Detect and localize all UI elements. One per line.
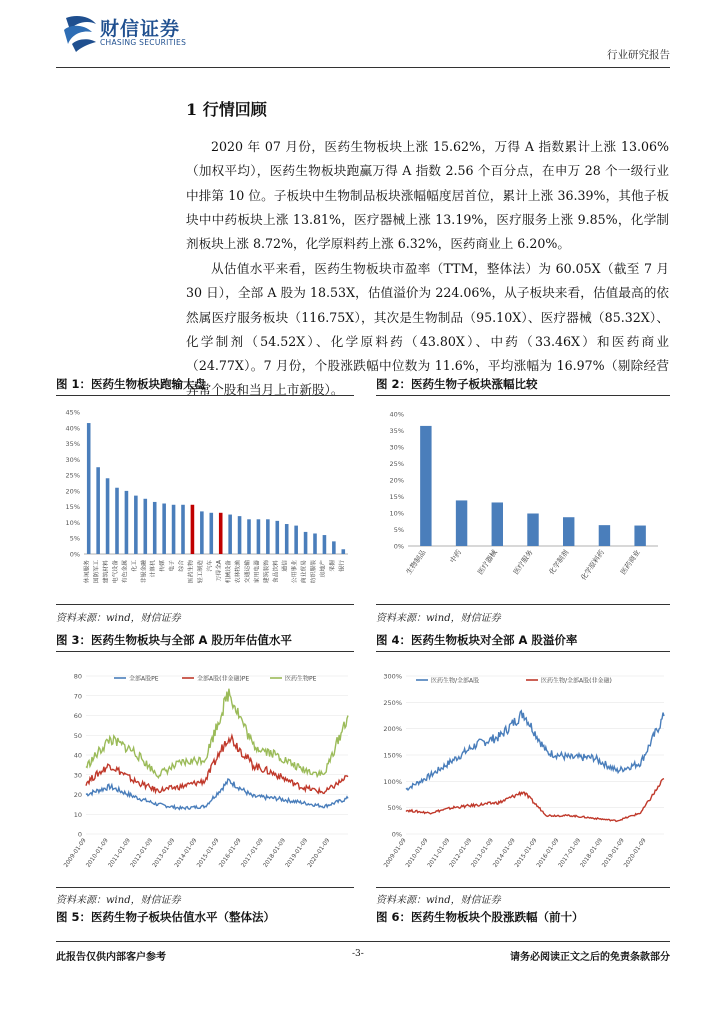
x-tick-label: 2009-01-09 — [63, 837, 88, 869]
x-tick-label: 轻工制造 — [197, 560, 204, 584]
y-tick-label: 20 — [73, 791, 82, 799]
bar — [143, 499, 147, 554]
series-line — [406, 711, 664, 790]
x-tick-label: 2013-01-09 — [151, 837, 177, 869]
x-tick-label: 商业贸易 — [301, 560, 308, 584]
y-tick-label: 40% — [389, 410, 404, 419]
y-tick-label: 50 — [73, 731, 82, 740]
x-tick-label: 化学制剂 — [547, 548, 571, 577]
figure-3-source: 资料来源：wind，财信证券 — [56, 895, 181, 906]
x-tick-label: 2012-01-09 — [448, 837, 474, 869]
footer-divider — [56, 941, 670, 942]
footer-disclaimer-left: 此报告仅供内部客户参考 — [56, 952, 166, 963]
x-tick-label: 汽车 — [207, 560, 214, 572]
logo-text-en: CHASING SECURITIES — [100, 38, 187, 47]
y-tick-label: 100% — [383, 777, 402, 786]
x-tick-label: 医疗服务 — [512, 548, 535, 577]
x-tick-label: 通信 — [282, 560, 289, 572]
x-tick-label: 2020-01-09 — [307, 837, 332, 869]
x-tick-label: 电子 — [169, 560, 176, 572]
bar — [238, 516, 242, 554]
x-tick-label: 万得全A — [216, 560, 223, 582]
x-tick-label: 2017-01-09 — [557, 837, 583, 869]
figure-2-caption: 图 2：医药生物子板块涨幅比较 — [376, 377, 538, 391]
y-tick-label: 0% — [391, 830, 402, 839]
y-tick-label: 50% — [387, 804, 402, 813]
y-tick-label: 0% — [69, 550, 80, 559]
bar — [200, 511, 204, 554]
bar — [266, 519, 270, 554]
x-tick-label: 2014-01-09 — [492, 837, 517, 869]
bar — [162, 504, 166, 554]
series-line — [86, 689, 348, 778]
x-tick-label: 2010-01-09 — [85, 837, 110, 869]
y-tick-label: 35% — [389, 427, 404, 435]
bar — [332, 541, 336, 554]
figure-1-top-rule — [56, 395, 354, 396]
x-tick-label: 建筑材料 — [103, 560, 110, 584]
figure-2-source: 资料来源：wind，财信证券 — [376, 613, 501, 624]
bar — [115, 488, 119, 554]
x-tick-label: 2020-01-09 — [623, 837, 648, 869]
legend-label: 医药生物/全部A股 — [431, 677, 480, 685]
figure-5-caption: 图 5：医药生物子板块估值水平（整体法） — [56, 910, 276, 924]
series-line — [406, 779, 664, 822]
x-tick-label: 食品饮料 — [273, 560, 280, 584]
bar — [313, 533, 317, 554]
x-tick-label: 2016-01-09 — [536, 837, 561, 869]
chart-subsector-gains — [376, 400, 670, 600]
x-tick-label: 中药 — [448, 548, 464, 565]
section-title: 1 行情回顾 — [186, 100, 267, 119]
x-tick-label: 2011-01-09 — [107, 837, 132, 869]
bar — [209, 513, 213, 554]
figure-4-caption: 图 4：医药生物板块对全部 A 股溢价率 — [376, 633, 578, 647]
y-tick-label: 5% — [393, 526, 404, 534]
y-tick-label: 25% — [65, 471, 80, 480]
x-tick-label: 化学原料药 — [579, 548, 607, 582]
figure-2-top-rule — [376, 395, 670, 396]
x-tick-label: 电气设备 — [113, 560, 119, 584]
bar — [341, 549, 345, 554]
y-tick-label: 40% — [65, 424, 80, 433]
figure-1-bottom-rule — [56, 604, 354, 605]
x-tick-label: 纺织服装 — [311, 560, 317, 584]
y-tick-label: 10% — [389, 509, 404, 518]
bar — [275, 521, 279, 554]
x-tick-label: 房地产 — [320, 560, 327, 578]
x-tick-label: 采掘 — [329, 560, 336, 572]
page-number: -3- — [352, 949, 364, 959]
x-tick-label: 家用电器 — [254, 560, 261, 584]
bar — [456, 500, 467, 546]
bar — [228, 515, 232, 554]
bar — [294, 526, 298, 554]
paragraph-valuation: 从估值水平来看，医药生物板块市盈率（TTM，整体法）为 60.05X（截至 7 月 30 日），全部 A 股为 18.53X，估值溢价为 224.06%，从子板块来看，估值最高的依然属医疗服务板块（116.75X），其次是生物制品（95.10X）、医疗器械（85.32X）、化学制剂（54.52X）、化学原料药（43.80X）、中药（33.46X）和医药商业（24.77X）。7 月份，个股涨跌幅中位数为 11.6%，平均涨幅为 16.97%（剔除经营异常个股和当月上市新股）。 — [186, 261, 669, 398]
bar — [96, 467, 100, 554]
report-type-label: 行业研究报告 — [607, 49, 670, 61]
bar — [323, 535, 327, 554]
x-tick-label: 2019-01-09 — [601, 837, 626, 869]
y-tick-label: 30% — [65, 455, 80, 464]
legend-label: 全部A股(非金融)PE — [197, 675, 250, 683]
legend-label: 医药生物PE — [285, 675, 317, 683]
x-tick-label: 2010-01-09 — [405, 837, 430, 869]
figure-1-source: 资料来源：wind，财信证券 — [56, 613, 181, 624]
y-tick-label: 80 — [73, 672, 82, 681]
x-tick-label: 2013-01-09 — [470, 837, 495, 869]
logo-mark-icon — [62, 12, 100, 52]
series-line — [86, 779, 348, 809]
bar — [257, 519, 261, 554]
bar — [87, 423, 91, 554]
figure-1-caption: 图 1：医药生物板块跑输大盘 — [56, 377, 207, 391]
x-tick-label: 交通运输 — [245, 560, 251, 584]
bar — [492, 502, 503, 546]
bar — [420, 426, 431, 546]
x-tick-label: 有色金属 — [122, 560, 129, 584]
x-tick-label: 建筑装饰 — [263, 560, 270, 584]
bar — [191, 505, 195, 554]
bar — [285, 524, 289, 554]
bar — [634, 526, 645, 546]
y-tick-label: 15% — [65, 503, 80, 512]
x-tick-label: 非银金融 — [141, 560, 148, 584]
y-tick-label: 30% — [389, 443, 404, 452]
bar — [153, 502, 157, 554]
x-tick-label: 2014-01-09 — [174, 837, 199, 869]
y-tick-label: 0 — [77, 830, 82, 839]
bar — [599, 525, 610, 546]
x-tick-label: 计算机 — [150, 560, 157, 578]
figure-3-bottom-rule — [56, 887, 354, 888]
y-tick-label: 300% — [383, 672, 402, 681]
bar — [106, 478, 110, 554]
y-tick-label: 20% — [389, 476, 404, 485]
x-tick-label: 2011-01-09 — [427, 837, 452, 869]
figure-4-top-rule — [376, 651, 670, 652]
x-tick-label: 医药生物 — [188, 560, 195, 584]
x-tick-label: 2018-01-09 — [579, 837, 604, 869]
x-tick-label: 医疗器械 — [476, 548, 499, 577]
x-tick-label: 休闲服务 — [84, 560, 91, 584]
x-tick-label: 2012-01-09 — [129, 837, 155, 869]
chart-sector-vs-market — [56, 400, 354, 600]
bar — [219, 513, 223, 554]
x-tick-label: 2017-01-09 — [240, 837, 265, 869]
y-tick-label: 60 — [73, 712, 82, 720]
x-tick-label: 2015-01-09 — [196, 837, 221, 869]
y-tick-label: 70 — [73, 692, 82, 701]
legend-label: 全部A股PE — [129, 675, 159, 683]
x-tick-label: 综合 — [179, 560, 185, 572]
x-tick-label: 国防军工 — [94, 560, 101, 584]
bar — [563, 517, 574, 546]
bar — [181, 505, 185, 554]
x-tick-label: 银行 — [339, 560, 346, 572]
y-tick-label: 0% — [393, 542, 404, 551]
chart-premium-ratio — [376, 658, 670, 884]
y-tick-label: 35% — [65, 440, 80, 449]
x-tick-label: 2018-01-09 — [262, 837, 287, 869]
x-tick-label: 生物制品 — [404, 548, 428, 577]
figure-2-bottom-rule — [376, 604, 670, 605]
bar — [527, 513, 538, 546]
y-tick-label: 150% — [383, 751, 402, 760]
x-tick-label: 农林牧渔 — [235, 560, 242, 584]
y-tick-label: 5% — [69, 534, 80, 543]
bar — [172, 505, 176, 554]
y-tick-label: 30 — [73, 771, 82, 780]
chart-valuation-history — [56, 658, 354, 884]
y-tick-label: 20% — [65, 487, 80, 496]
x-tick-label: 2015-01-09 — [514, 837, 539, 869]
x-tick-label: 2009-01-09 — [383, 837, 408, 869]
footer-disclaimer-right: 请务必阅读正文之后的免责条款部分 — [510, 952, 670, 963]
y-tick-label: 10% — [65, 518, 80, 527]
x-tick-label: 公用事业 — [292, 560, 299, 584]
bar — [134, 496, 138, 554]
y-tick-label: 45% — [65, 408, 80, 417]
bar — [304, 532, 308, 554]
legend-label: 医药生物/全部A股(非金融) — [541, 677, 612, 685]
x-tick-label: 2019-01-09 — [284, 837, 310, 869]
bar — [247, 519, 251, 554]
figure-6-caption: 图 6：医药生物板块个股涨跌幅（前十） — [376, 910, 584, 924]
figure-3-caption: 图 3：医药生物板块与全部 A 股历年估值水平 — [56, 633, 292, 647]
x-tick-label: 化工 — [131, 560, 138, 572]
y-tick-label: 10 — [73, 810, 82, 819]
figure-4-bottom-rule — [376, 887, 670, 888]
y-tick-label: 25% — [389, 460, 404, 468]
figure-4-source: 资料来源：wind，财信证券 — [376, 895, 501, 906]
y-tick-label: 40 — [73, 751, 82, 760]
header-divider — [56, 67, 670, 68]
paragraph-market-review: 2020 年 07 月份，医药生物板块上涨 15.62%，万得 A 指数累计上涨 13.06%（加权平均），医药生物板块跑赢万得 A 指数 2.56 个百分点，在申万 28 个一级行业中排第 10 位。子板块中生物制品板块涨幅幅度居首位，累计上涨 36.39%，其他子板块中中药板块上涨 13.81%，医疗器械上涨 13.19%，医疗服务上涨 9.85%，化学制剂板块上涨 8.72%，化学原料药上涨 6.32%，医药商业上 6.20%。 — [186, 139, 669, 252]
figure-3-top-rule — [56, 651, 354, 652]
x-tick-label: 机械设备 — [226, 560, 233, 584]
x-tick-label: 传媒 — [160, 560, 167, 572]
logo-text-cn: 财信证券 — [100, 18, 181, 40]
x-tick-label: 2016-01-09 — [218, 837, 243, 869]
y-tick-label: 15% — [389, 493, 404, 501]
y-tick-label: 200% — [383, 725, 402, 734]
x-tick-label: 医药商业 — [619, 548, 642, 577]
y-tick-label: 250% — [383, 698, 402, 707]
bar — [125, 491, 129, 554]
